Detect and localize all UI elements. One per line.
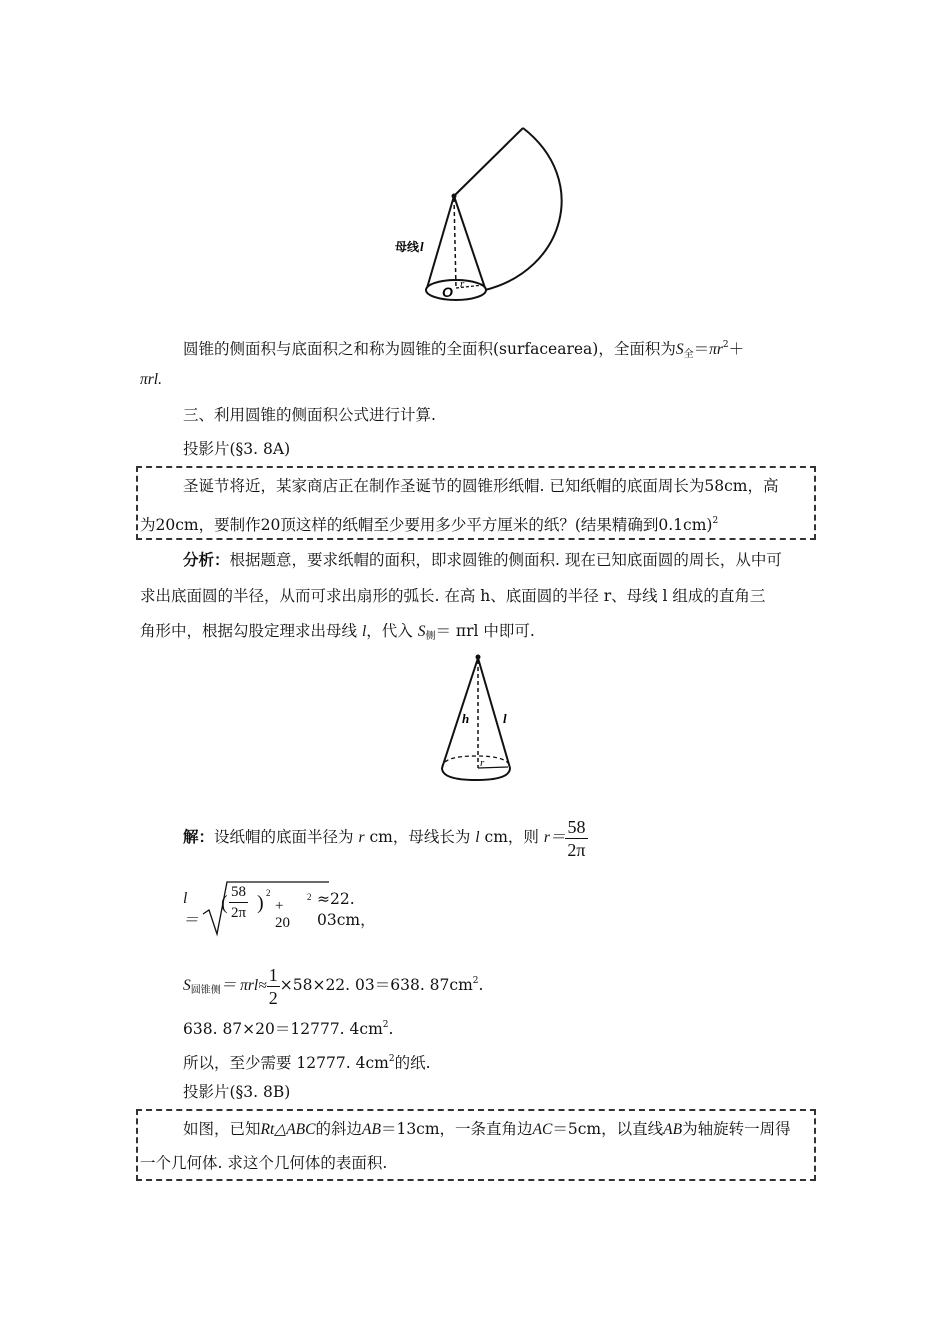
cone2-base-front [442, 768, 510, 780]
cone-sector-figure [390, 120, 590, 310]
cone-figure [430, 650, 540, 790]
projection-a-label: 投影片(§3. 8A) [183, 440, 291, 458]
cone-right-slant [454, 196, 485, 288]
l-label: l [420, 239, 424, 254]
full-area-line2: πrl. [140, 371, 162, 388]
sector-arc [485, 128, 562, 290]
total-equation: 638. 87×20＝12777. $4cm^2$. [183, 1020, 394, 1038]
full-area-paragraph: 圆锥的侧面积与底面积之和称为圆锥的全面积(surfacearea)，全面积为$S_全=\pi r^2+$ [183, 340, 745, 360]
r-fraction: $\frac{58}{2\pi}$ [567, 816, 586, 860]
cone-left-slant [427, 196, 454, 288]
h-label: h [462, 711, 470, 726]
cone2-base-back [442, 756, 510, 768]
l2-label: l [503, 711, 507, 726]
r2-label: r [480, 757, 485, 769]
o-label: O [442, 284, 453, 300]
analysis-line1: 分析：根据题意，要求纸帽的面积，即求圆锥的侧面积. 现在已知底面圆的周长，从中可 [183, 551, 782, 569]
section-3-heading: 三、利用圆锥的侧面积公式进行计算. [183, 406, 436, 424]
r-label: r [460, 278, 465, 290]
s-equation: $S_{圆锥侧}= \pi rl\approx$ $\frac{1}{2}$ ×58×22. 03＝638. $87cm^2$. [183, 964, 484, 1008]
sector-radius-line [454, 128, 523, 196]
box-a-line2: 为20cm，要制作20顶这样的纸帽至少要用多少平方厘米的纸？(结果精确到0.1cm)$^2$ [140, 516, 719, 534]
projection-b-label: 投影片(§3. 8B) [183, 1083, 291, 1101]
analysis-line3: 角形中，根据勾股定理求出母线 l，代入 $S_侧= \pi rl$ 中即可. [140, 622, 535, 642]
box-a-line1: 圣诞节将近，某家商店正在制作圣诞节的圆锥形纸帽. 已知纸帽的底面周长为58cm，高 [183, 477, 779, 495]
muxian-label: 母线 [395, 240, 420, 254]
solution-line: 解：设纸帽的底面半径为 r cm，母线长为 l cm，则 r＝ $\frac{58}{2\pi}$ [183, 816, 586, 860]
l-fraction: $\frac{58}{2\pi}$ [231, 884, 247, 921]
box-b-line2: 一个几何体. 求这个几何体的表面积. [140, 1154, 388, 1172]
analysis-line2: 求出底面圆的半径，从而可求出扇形的弧长. 在高 h、底面圆的半径 r、母线 l 组成的直角三 [140, 587, 766, 605]
half-fraction: $\frac{1}{2}$ [268, 964, 278, 1008]
box-b-line1: 如图，已知Rt△ABC的斜边AB＝13cm，一条直角边AC＝5cm，以直线AB为轴旋转一周得 [183, 1120, 791, 1138]
cone-height-line [454, 198, 456, 288]
conclusion-line: 所以，至少需要 12777. $4cm^2$的纸. [183, 1054, 431, 1072]
cone2-left-slant [442, 658, 478, 768]
